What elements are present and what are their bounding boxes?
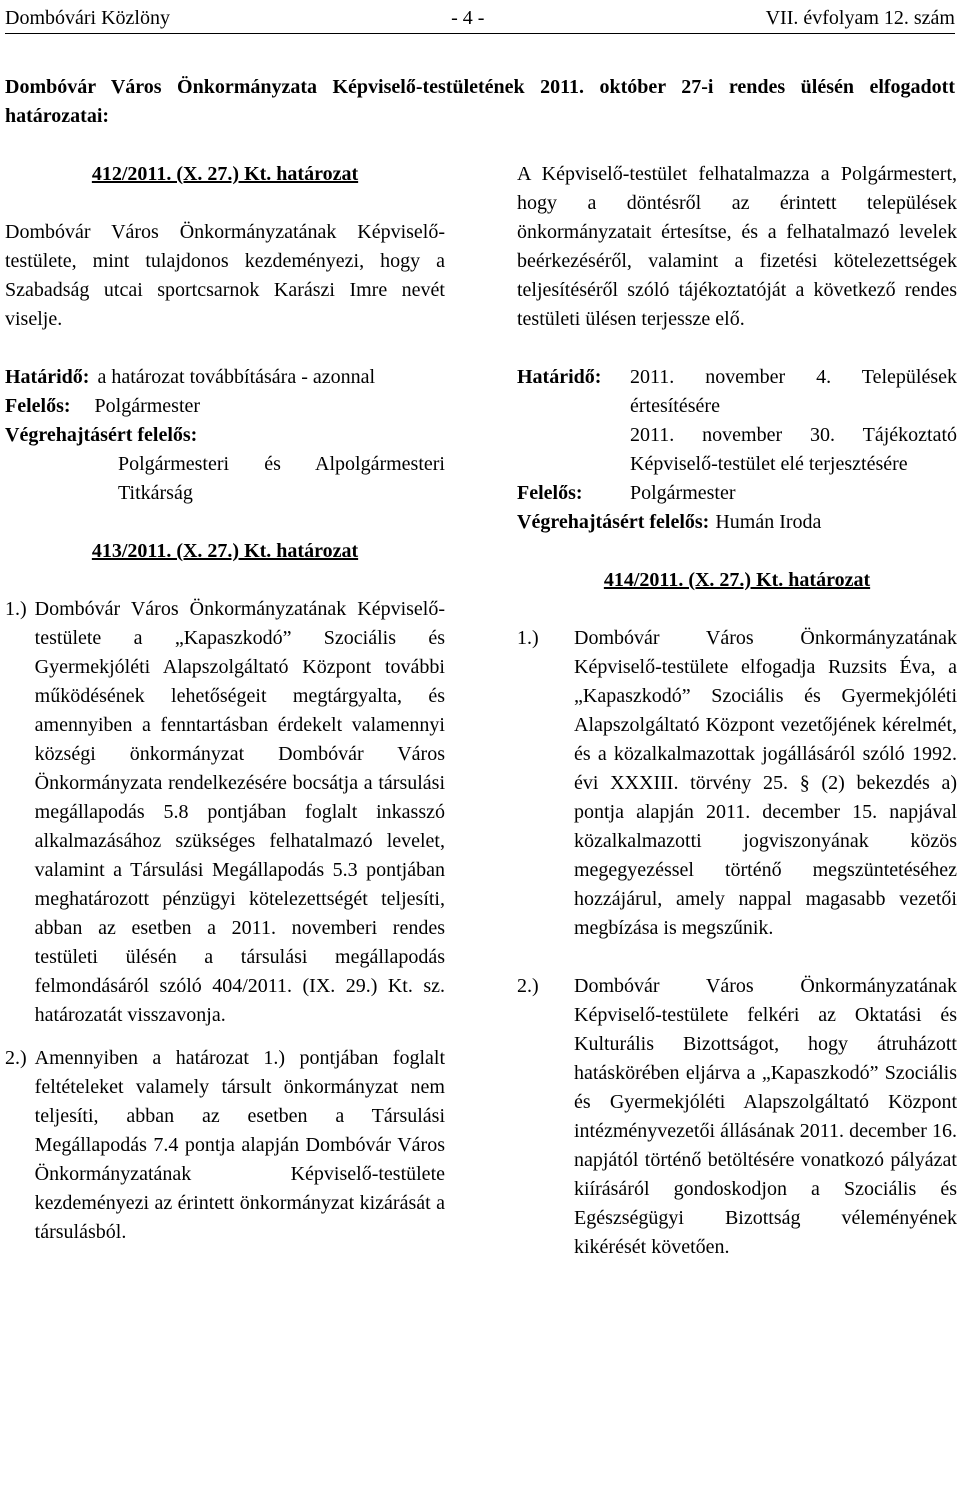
- page-number: - 4 -: [451, 7, 485, 29]
- point-text: Amennyiben a határozat 1.) pontjában foglalt feltételeket valamely társult önkormányzat nem teljesíti, abban az esetben a Társulási Megállapodás 7.4 pontja alapján Dombóvár Város Önkormányzatának Képviselő-testülete kezdeményezi az érintett önkormányzat kizárását a társulásból.: [34, 1047, 445, 1243]
- exec-responsible-value: Humán Iroda: [715, 511, 822, 533]
- right-column: [517, 160, 957, 1262]
- point-text: Dombóvár Város Önkormányzatának Képviselő-testülete a „Kapaszkodó” Szociális és Gyermekjóléti Alapszolgáltató Központ további működésének lehetőségeit megtárgyalta, és amennyiben a fenntartásban érdekelt valamennyi községi önkormányzat Dombóvár Város Önkormányzata rendelkezésére bocsátja a társulási megállapodás 5.8 pontjában foglalt inkasszó alkalmazásához szükséges felhatalmazó levelet, valamint a Társulási Megállapodás 5.3 pontjában meghatározott pénzügyi kötelezettségét teljesíti, abban az esetben a 2011. novemberi rendes testületi ülésén a társulási megállapodás felmondásáról szóló 404/2011. (IX. 29.) Kt. sz. határozatát visszavonja.: [34, 598, 445, 1026]
- point-number: 2.): [5, 1047, 27, 1069]
- volume-issue: VII. évfolyam 12. szám: [765, 7, 955, 29]
- resolution-413-point-1: [5, 595, 445, 1030]
- deadline-item: 2011. november 4. Települések értesítésére: [630, 366, 957, 417]
- exec-responsible-label: Végrehajtásért felelős:: [517, 511, 710, 533]
- point-number: 1.): [5, 598, 27, 620]
- resolution-414-heading: 414/2011. (X. 27.) Kt. határozat: [603, 569, 871, 591]
- deadline-value: a határozat továbbítására - azonnal: [97, 366, 376, 388]
- point-number: 1.): [517, 627, 539, 649]
- deadline-label: Határidő:: [517, 366, 602, 388]
- deadline-item: 2011. november 30. Tájékoztató Képviselő-testület elé terjesztésére: [630, 424, 957, 475]
- resolution-413-exec: [517, 508, 957, 537]
- responsible-value: Polgármester: [630, 482, 736, 504]
- point-text: Dombóvár Város Önkormányzatának Képviselő-testülete felkéri az Oktatási és Kulturális Bizottságot, hogy átruházott hatáskörében eljárva a „Kapaszkodó” Szociális és Gyermekjóléti Alapszolgáltató Központ intézményvezetői állásának 2011. december 16. napjától történő betöltésére vonatkozó pályázat kiírásáról gondoskodjon a Szociális és Egészségügyi Bizottság véleményének kikérését követően.: [574, 975, 957, 1258]
- left-column: [5, 160, 445, 1247]
- resolution-413-point-2: [5, 1044, 445, 1247]
- resolution-413-deadline: [517, 363, 957, 479]
- resolution-412-responsible: [5, 392, 445, 421]
- publication-name: Dombóvári Közlöny: [5, 7, 170, 29]
- resolution-412-body: Dombóvár Város Önkormányzatának Képviselő-testülete, mint tulajdonos kezdeményezi, hogy a Szabadság utcai sportcsarnok Karászi Imre nevét viselje.: [5, 221, 445, 330]
- resolution-412-deadline: [5, 363, 445, 392]
- deadline-label: Határidő:: [5, 366, 90, 388]
- responsible-value: Polgármester: [94, 395, 201, 417]
- resolution-414-point-1: [517, 624, 957, 943]
- resolution-413-responsible: [517, 479, 957, 508]
- document-title: Dombóvár Város Önkormányzata Képviselő-testületének 2011. október 27-i rendes ülésén elfogadott határozatai:: [5, 76, 955, 127]
- exec-responsible-value: Polgármesteri és Alpolgármesteri Titkárság: [118, 453, 445, 504]
- responsible-label: Felelős:: [517, 482, 583, 504]
- exec-responsible-label: Végrehajtásért felelős:: [5, 424, 198, 446]
- page-header: [5, 4, 955, 34]
- resolution-414-point-2: [517, 972, 957, 1262]
- resolution-413-authorization: A Képviselő-testület felhatalmazza a Polgármestert, hogy a döntésről az érintett települések önkormányzatait értesítse, és a felhatalmazó levelek beérkezéséről, valamint a fizetési kötelezettségek teljesítéséről szóló tájékoztatóját a következő rendes testületi ülésen terjessze elő.: [517, 163, 957, 330]
- resolution-412-heading: 412/2011. (X. 27.) Kt. határozat: [91, 163, 359, 185]
- point-number: 2.): [517, 975, 539, 997]
- responsible-label: Felelős:: [5, 395, 71, 417]
- resolution-413-heading: 413/2011. (X. 27.) Kt. határozat: [91, 540, 359, 562]
- point-text: Dombóvár Város Önkormányzatának Képviselő-testülete elfogadja Ruzsits Éva, a „Kapaszkodó” Szociális és Gyermekjóléti Alapszolgáltató Központ vezetőjének kérelmét, és a közalkalmazottak jogállásáról szóló 1992. évi XXXIII. törvény 25. § (2) bekezdés a) pontja alapján 2011. december 15. napjával közalkalmazotti jogviszonyának közös megegyezéssel történő megszüntetéséhez hozzájárul, amely nappal magasabb vezetői megbízása is megszűnik.: [574, 627, 957, 939]
